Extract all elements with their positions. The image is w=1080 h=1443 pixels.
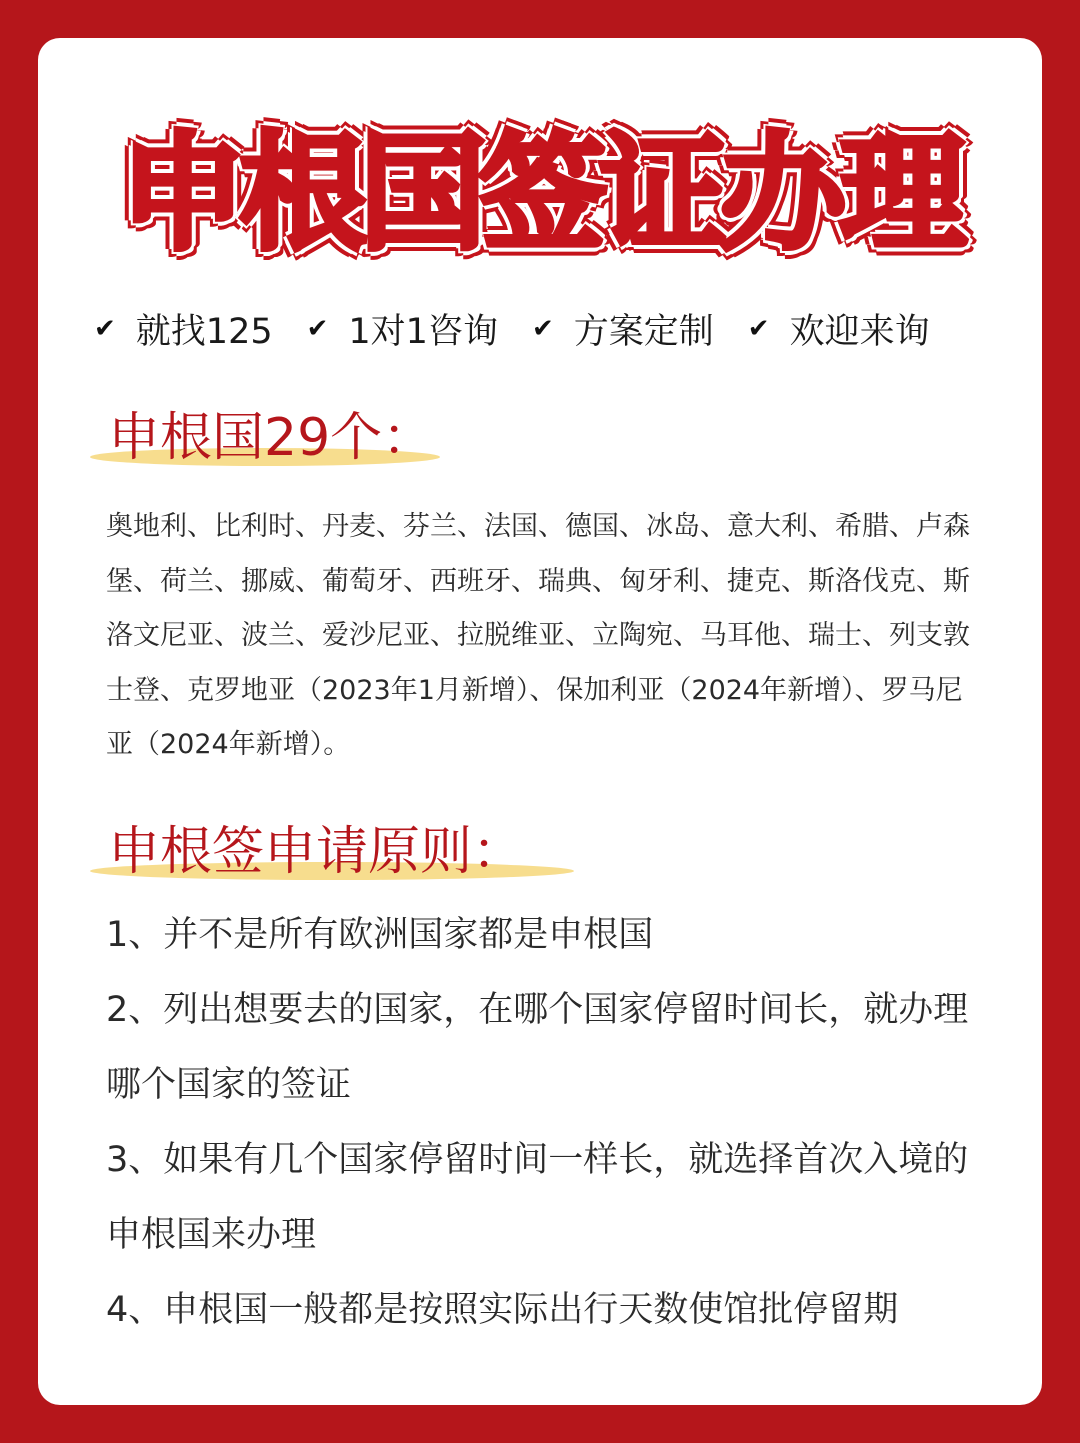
rules-heading-text: 申根签申请原则： xyxy=(108,822,525,882)
tag-label: 就找125 xyxy=(135,312,273,352)
rule-item: 1、并不是所有欧洲国家都是申根国 xyxy=(106,915,654,955)
check-icon: ✔ xyxy=(94,314,116,344)
rule-item: 4、申根国一般都是按照实际出行天数使馆批停留期 xyxy=(106,1290,899,1330)
countries-heading-text: 申根国29个： xyxy=(108,408,435,468)
tag-item xyxy=(307,304,498,354)
check-icon: ✔ xyxy=(531,314,554,344)
countries-list: 奥地利、比利时、丹麦、芬兰、法国、德国、冰岛、意大利、希腊、卢森堡、荷兰、挪威、葡萄牙、西班牙、瑞典、匈牙利、捷克、斯洛伐克、斯洛文尼亚、波兰、爱沙尼亚、拉脱维亚、立陶宛、马耳他、瑞士、列支敦士登、克罗地亚（2023年1月新增）、保加利亚（2024年新增）、罗马尼亚（2024年新增）。 xyxy=(106,511,970,760)
tag-label: 1对1咨询 xyxy=(348,312,498,352)
content-card xyxy=(38,38,1042,1405)
rule-item: 3、如果有几个国家停留时间一样长，就选择首次入境的申根国来办理 xyxy=(106,1140,969,1255)
tag-item xyxy=(94,304,273,354)
page-title: 申根国签证办理 xyxy=(120,120,960,267)
check-icon: ✔ xyxy=(306,314,329,344)
tag-label: 方案定制 xyxy=(573,312,714,352)
check-icon: ✔ xyxy=(747,314,770,344)
feature-tags xyxy=(94,304,1014,354)
tag-item xyxy=(748,304,930,354)
tag-label: 欢迎来询 xyxy=(789,312,930,352)
tag-item xyxy=(532,304,714,354)
rules-heading xyxy=(108,820,524,884)
countries-heading xyxy=(108,406,434,470)
rule-item: 2、列出想要去的国家，在哪个国家停留时间长，就办理哪个国家的签证 xyxy=(106,990,969,1105)
rules-list xyxy=(106,898,986,1348)
